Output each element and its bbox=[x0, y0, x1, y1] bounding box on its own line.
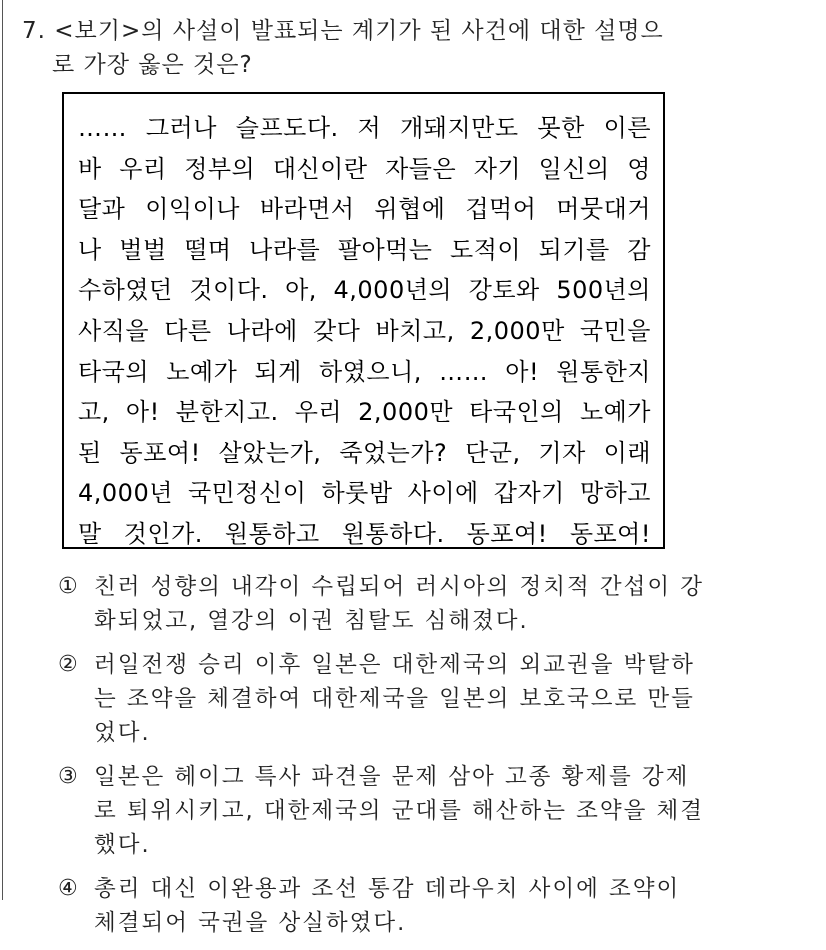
passage-line: 고, 아! 분한지고. 우리 2,000만 타국인의 노예가 bbox=[78, 398, 651, 427]
option-text-line: 체결되어 국권을 상실하였다. bbox=[94, 910, 407, 936]
option-text bbox=[94, 570, 818, 638]
option-marker: ③ bbox=[58, 764, 80, 789]
question-line-1: 7. <보기>의 사설이 발표되는 계기가 된 사건에 대한 설명으 bbox=[22, 18, 664, 44]
option-text-line: 었다. bbox=[94, 720, 151, 746]
option-marker: ① bbox=[58, 574, 80, 599]
passage-line: 나 벌벌 떨며 나라를 팔아먹는 도적이 되기를 감 bbox=[78, 235, 651, 264]
question-stem bbox=[22, 14, 802, 82]
passage-line: 사직을 다른 나라에 갖다 바치고, 2,000만 국민을 bbox=[78, 316, 651, 345]
passage-line: 타국의 노예가 되게 하였으니, …… 아! 원통한지 bbox=[78, 357, 651, 386]
option-text-line: 일본은 헤이그 특사 파견을 문제 삼아 고종 황제를 강제 bbox=[94, 764, 690, 790]
option-text-line: 친러 성향의 내각이 수립되어 러시아의 정치적 간섭이 강 bbox=[94, 574, 704, 600]
passage-line: 말 것인가. 원통하고 원통하다. 동포여! 동포여! bbox=[78, 519, 651, 548]
option-text-line: 러일전쟁 승리 이후 일본은 대한제국의 외교권을 박탈하 bbox=[94, 652, 695, 678]
answer-option-1[interactable] bbox=[58, 570, 818, 638]
passage-line: 된 동포여! 살았는가, 죽었는가? 단군, 기자 이래 bbox=[78, 438, 651, 467]
option-text-line: 로 퇴위시키고, 대한제국의 군대를 해산하는 조약을 체결 bbox=[94, 798, 704, 824]
question-line-2: 로 가장 옳은 것은? bbox=[52, 52, 253, 78]
option-text bbox=[94, 648, 818, 750]
bogi-passage-box bbox=[62, 92, 665, 549]
page-left-rule bbox=[2, 0, 3, 900]
option-text-line: 화되었고, 열강의 이권 침탈도 심해졌다. bbox=[94, 608, 529, 634]
answer-option-3[interactable] bbox=[58, 760, 818, 862]
passage-line: 4,000년 국민정신이 하룻밤 사이에 갑자기 망하고 bbox=[78, 479, 651, 508]
option-text-line: 했다. bbox=[94, 832, 151, 858]
option-text bbox=[94, 872, 818, 940]
answer-option-4[interactable] bbox=[58, 872, 818, 940]
option-marker: ④ bbox=[58, 876, 80, 901]
passage-line: …… 그러나 슬프도다. 저 개돼지만도 못한 이른 bbox=[78, 114, 651, 142]
passage-line: 수하였던 것이다. 아, 4,000년의 강토와 500년의 bbox=[78, 276, 651, 305]
answer-options bbox=[58, 570, 818, 950]
option-text-line: 총리 대신 이완용과 조선 통감 데라우치 사이에 조약이 bbox=[94, 876, 681, 902]
option-text-line: 는 조약을 체결하여 대한제국을 일본의 보호국으로 만들 bbox=[94, 686, 695, 712]
passage-line: 바 우리 정부의 대신이란 자들은 자기 일신의 영 bbox=[78, 154, 651, 183]
option-marker: ② bbox=[58, 652, 80, 677]
option-text bbox=[94, 760, 818, 862]
passage-line: 달과 이익이나 바라면서 위협에 겁먹어 머뭇대거 bbox=[78, 195, 651, 224]
answer-option-2[interactable] bbox=[58, 648, 818, 750]
